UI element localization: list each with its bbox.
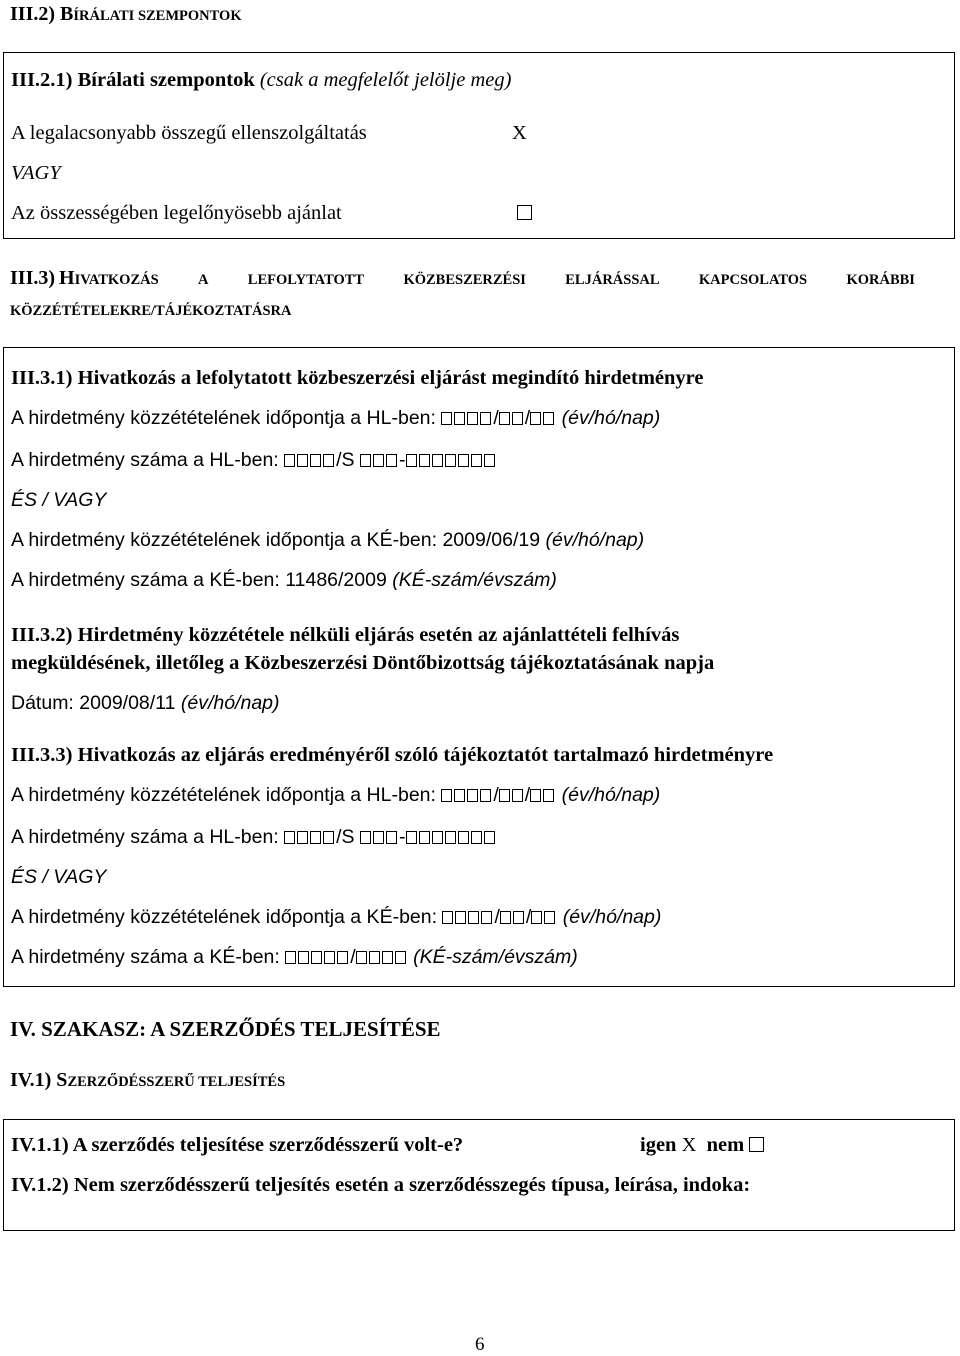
section-iii33-title: III.3.3) Hivatkozás az eljárás eredményéről szóló tájékoztatót tartalmazó hirdetményre: [11, 744, 774, 766]
digit-box[interactable]: [543, 412, 554, 425]
digit-box[interactable]: [512, 412, 523, 425]
section-iii31-title: III.3.1) Hivatkozás a lefolytatott közbeszerzési eljárást megindító hirdetményre: [11, 367, 704, 389]
digit-box[interactable]: [284, 454, 295, 467]
digit-box[interactable]: [373, 454, 384, 467]
hl-date-year-boxes: [441, 407, 493, 430]
digit-box[interactable]: [395, 951, 406, 964]
digit-box[interactable]: [468, 911, 479, 924]
iii33-hl-number-row: A hirdetmény száma a HL-ben: /S -: [11, 826, 497, 849]
digit-box[interactable]: [454, 412, 465, 425]
digit-box[interactable]: [419, 454, 430, 467]
digit-box[interactable]: [484, 454, 495, 467]
digit-box[interactable]: [419, 831, 430, 844]
reference-box: [3, 347, 955, 987]
hl-date-day-boxes: [530, 407, 556, 430]
digit-box[interactable]: [324, 951, 335, 964]
yes-label: igen: [640, 1134, 677, 1156]
criteria-box: [3, 52, 955, 239]
digit-box[interactable]: [442, 911, 453, 924]
digit-box[interactable]: [499, 789, 510, 802]
page-number: 6: [475, 1334, 485, 1355]
digit-box[interactable]: [323, 454, 334, 467]
digit-box[interactable]: [386, 454, 397, 467]
iii33-ke-number-row: A hirdetmény száma a KÉ-ben: / (KÉ-szám/évszám): [11, 946, 578, 968]
digit-box[interactable]: [441, 412, 452, 425]
heading-iii3-line2: KÖZZÉTÉTELEKRE/TÁJÉKOZTATÁSRA: [10, 303, 292, 319]
heading-iv1: IV.1) SZERZŐDÉSSZERŰ TELJESÍTÉS: [10, 1069, 286, 1091]
digit-box[interactable]: [455, 911, 466, 924]
digit-box[interactable]: [543, 789, 554, 802]
digit-box[interactable]: [298, 951, 309, 964]
digit-box[interactable]: [337, 951, 348, 964]
digit-box[interactable]: [323, 831, 334, 844]
digit-box[interactable]: [471, 831, 482, 844]
digit-box[interactable]: [297, 831, 308, 844]
iii31-and-or: ÉS / VAGY: [11, 489, 107, 511]
option-lowest-price: A legalacsonyabb összegű ellenszolgáltatás: [11, 122, 367, 144]
digit-box[interactable]: [406, 831, 417, 844]
digit-box[interactable]: [484, 831, 495, 844]
digit-box[interactable]: [530, 789, 541, 802]
digit-box[interactable]: [471, 454, 482, 467]
iii31-hl-number-row: A hirdetmény száma a HL-ben: /S -: [11, 449, 497, 472]
digit-box[interactable]: [445, 454, 456, 467]
digit-box[interactable]: [512, 789, 523, 802]
digit-box[interactable]: [530, 412, 541, 425]
digit-box[interactable]: [454, 789, 465, 802]
digit-box[interactable]: [382, 951, 393, 964]
criteria-title: III.2.1) Bírálati szempontok (csak a megfelelőt jelölje meg): [11, 69, 512, 91]
digit-box[interactable]: [480, 412, 491, 425]
iii31-ke-date-row: A hirdetmény közzétételének időpontja a KÉ-ben: 2009/06/19 (év/hó/nap): [11, 529, 645, 551]
iii33-and-or: ÉS / VAGY: [11, 866, 107, 888]
digit-box[interactable]: [373, 831, 384, 844]
iv11-question: IV.1.1) A szerződés teljesítése szerződésszerű volt-e?: [11, 1134, 464, 1156]
digit-box[interactable]: [311, 951, 322, 964]
digit-box[interactable]: [481, 911, 492, 924]
digit-box[interactable]: [544, 911, 555, 924]
digit-box[interactable]: [284, 831, 295, 844]
ke-date-value: 2009/06/19: [442, 529, 541, 551]
digit-box[interactable]: [445, 831, 456, 844]
iv12-question: IV.1.2) Nem szerződésszerű teljesítés esetén a szerződésszegés típusa, leírása, indoka:: [11, 1174, 751, 1196]
or-label: VAGY: [11, 162, 61, 184]
yes-checkmark[interactable]: X: [681, 1134, 697, 1156]
iii32-date-value: 2009/08/11: [79, 692, 176, 714]
iii31-hl-date-row: A hirdetmény közzétételének időpontja a HL-ben: / / (év/hó/nap): [11, 407, 661, 429]
digit-box[interactable]: [432, 831, 443, 844]
digit-box[interactable]: [458, 454, 469, 467]
option-best-value-checkbox[interactable]: [517, 205, 532, 224]
iii33-hl-date-row: A hirdetmény közzétételének időpontja a HL-ben: / / (év/hó/nap): [11, 784, 661, 806]
digit-box[interactable]: [406, 454, 417, 467]
digit-box[interactable]: [356, 951, 367, 964]
digit-box[interactable]: [285, 951, 296, 964]
digit-box[interactable]: [432, 454, 443, 467]
section-iv-title: IV. SZAKASZ: A SZERZŐDÉS TELJESÍTÉSE: [10, 1017, 441, 1041]
iii32-date-row: Dátum: 2009/08/11 (év/hó/nap): [11, 692, 280, 714]
option-best-value: Az összességében legelőnyösebb ajánlat: [11, 202, 342, 224]
digit-box[interactable]: [297, 454, 308, 467]
empty-checkbox-icon: [517, 205, 532, 220]
digit-box[interactable]: [360, 454, 371, 467]
digit-box[interactable]: [480, 789, 491, 802]
digit-box[interactable]: [310, 454, 321, 467]
digit-box[interactable]: [441, 789, 452, 802]
section-iii32-title-line1: III.3.2) Hirdetmény közzététele nélküli eljárás esetén az ajánlattételi felhívás: [11, 624, 680, 646]
digit-box[interactable]: [360, 831, 371, 844]
digit-box[interactable]: [458, 831, 469, 844]
digit-box[interactable]: [499, 412, 510, 425]
section-iii32-title-line2: megküldésének, illetőleg a Közbeszerzési Döntőbizottság tájékoztatásának napja: [11, 652, 715, 674]
ke-number-value: 11486/2009: [285, 569, 387, 591]
digit-box[interactable]: [467, 412, 478, 425]
digit-box[interactable]: [467, 789, 478, 802]
digit-box[interactable]: [310, 831, 321, 844]
heading-iii3: III.3) HIVATKOZÁS A LEFOLYTATOTT KÖZBESZERZÉSI ELJÁRÁSSAL KAPCSOLATOS KORÁBBI: [10, 267, 915, 289]
digit-box[interactable]: [386, 831, 397, 844]
iii33-ke-date-row: A hirdetmény közzétételének időpontja a KÉ-ben: / / (év/hó/nap): [11, 906, 662, 928]
no-checkbox[interactable]: [749, 1134, 764, 1156]
hl-date-month-boxes: [499, 407, 525, 430]
digit-box[interactable]: [531, 911, 542, 924]
performance-box: [3, 1119, 955, 1231]
heading-iii2: III.2) BÍRÁLATI SZEMPONTOK: [10, 3, 242, 25]
digit-box[interactable]: [513, 911, 524, 924]
digit-box[interactable]: [500, 911, 511, 924]
no-label: nem: [706, 1134, 745, 1156]
option-lowest-price-checkmark[interactable]: X: [512, 122, 527, 144]
iii31-ke-number-row: A hirdetmény száma a KÉ-ben: 11486/2009 (KÉ-szám/évszám): [11, 569, 557, 591]
digit-box[interactable]: [369, 951, 380, 964]
empty-checkbox-icon: [749, 1137, 764, 1152]
iv11-answer-group: [640, 1134, 764, 1157]
